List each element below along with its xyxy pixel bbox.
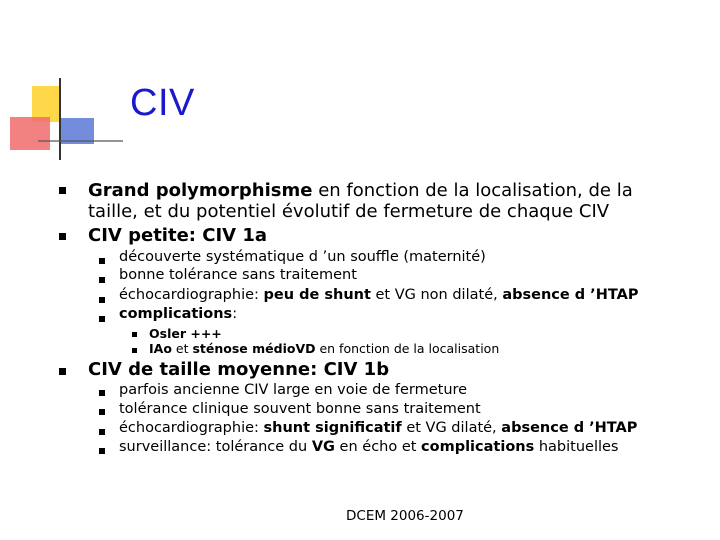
list-item-polymorphisme-continued — [88, 202, 609, 222]
item-text: et VG non dilaté, — [370, 287, 503, 303]
item-text: taille, et du potentiel évolutif de fermeture de chaque CIV — [88, 201, 610, 222]
item-bold-text: peu de shunt — [263, 287, 371, 303]
sub-item-echocardiographie — [119, 286, 638, 304]
sub-item-decouverte — [119, 248, 486, 266]
item-bold-text: complications — [421, 439, 535, 455]
bullet-marker — [99, 429, 105, 435]
item-bold-text: Osler +++ — [149, 326, 222, 341]
item-bold-text: VG — [311, 439, 335, 455]
item-text: échocardiographie: — [119, 287, 264, 303]
item-text: habituelles — [534, 439, 619, 455]
sub-item-echocardiographie-moyenne — [119, 419, 637, 437]
item-text: et — [171, 341, 193, 356]
bullet-marker — [59, 233, 66, 240]
item-bold-text: Grand polymorphisme — [88, 180, 313, 201]
sub-item-complications — [119, 305, 237, 323]
item-bold-text: absence d ’HTAP — [502, 287, 639, 303]
item-text: et VG dilaté, — [401, 420, 502, 436]
sub-item-tolerance — [119, 266, 357, 284]
slide-footer: DCEM 2006-2007 — [346, 508, 464, 524]
bullet-marker — [99, 448, 105, 454]
item-bold-text: shunt significatif — [263, 420, 402, 436]
bullet-marker — [59, 368, 66, 375]
item-bold-text: CIV de taille moyenne: CIV 1b — [88, 359, 390, 380]
list-item-civ-petite — [88, 226, 267, 246]
item-bold-text: IAo — [149, 341, 172, 356]
sub-sub-item-iao — [149, 341, 499, 356]
bullet-marker — [99, 316, 105, 322]
bullet-marker — [99, 277, 105, 283]
sub-sub-item-osler — [149, 326, 222, 341]
item-text: tolérance clinique souvent bonne sans traitement — [119, 401, 481, 417]
item-text: en fonction de la localisation — [315, 341, 500, 356]
bullet-marker — [132, 348, 137, 353]
item-text: bonne tolérance sans traitement — [119, 267, 357, 283]
item-text: découverte systématique d ’un souffle (maternité) — [119, 249, 486, 265]
slide-title: CIV — [130, 82, 195, 124]
item-text: échocardiographie: — [119, 420, 264, 436]
sub-item-tolerance-clinique — [119, 400, 481, 418]
bullet-marker — [59, 187, 66, 194]
item-text: en fonction de la localisation, de la — [312, 180, 633, 201]
bullet-marker — [99, 409, 105, 415]
item-bold-text: absence d ’HTAP — [501, 420, 638, 436]
item-text: : — [232, 306, 238, 322]
bullet-marker — [99, 297, 105, 303]
item-text: surveillance: tolérance du — [119, 439, 312, 455]
bullet-marker — [99, 258, 105, 264]
item-text: en écho et — [334, 439, 422, 455]
bullet-marker — [99, 390, 105, 396]
item-bold-text: sténose médioVD — [192, 341, 316, 356]
list-item-civ-moyenne — [88, 360, 389, 380]
item-bold-text: CIV petite: CIV 1a — [88, 225, 268, 246]
item-bold-text: complications — [119, 306, 233, 322]
bullet-marker — [132, 332, 137, 337]
item-text: parfois ancienne CIV large en voie de fermeture — [119, 382, 468, 398]
list-item-polymorphisme — [88, 181, 633, 201]
sub-item-surveillance — [119, 438, 618, 456]
sub-item-parfois — [119, 381, 467, 399]
